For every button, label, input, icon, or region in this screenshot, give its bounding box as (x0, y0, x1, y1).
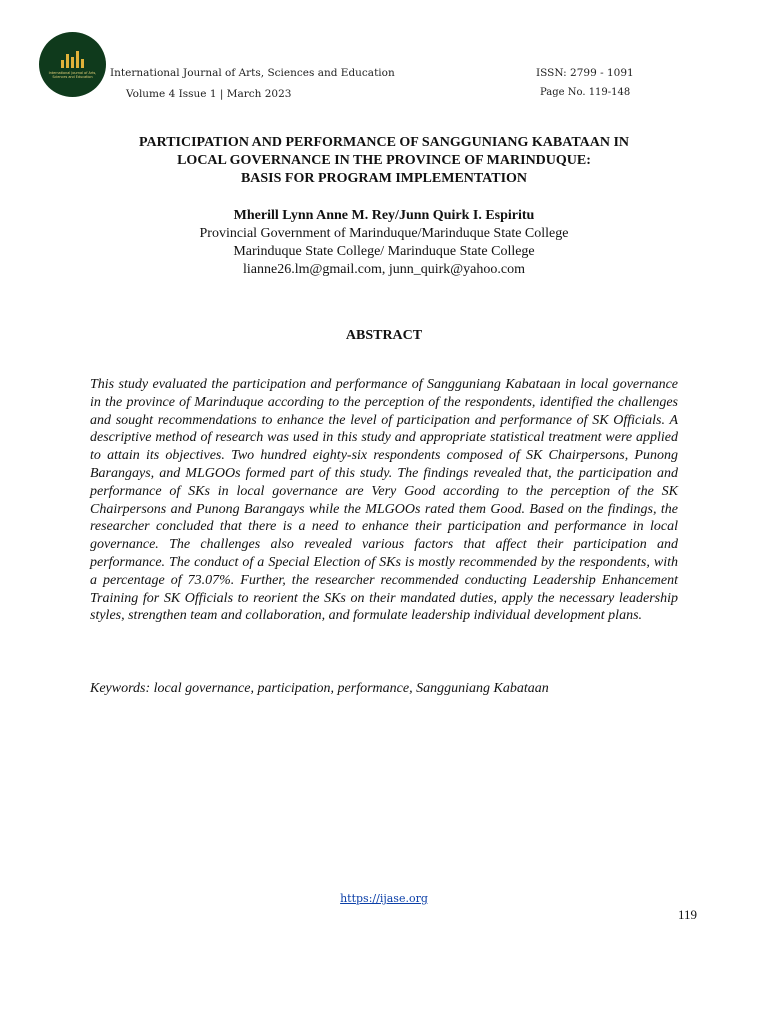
logo-text: International Journal of Arts, Sciences and Education (48, 71, 97, 79)
authors: Mherill Lynn Anne M. Rey/Junn Quirk I. Espiritu (233, 208, 535, 223)
title-line: LOCAL GOVERNANCE IN THE PROVINCE OF MARINDUQUE: (177, 153, 591, 168)
journal-name: International Journal of Arts, Sciences and Education (110, 67, 395, 79)
affiliation-line: Marinduque State College/ Marinduque State College (233, 244, 535, 259)
page-number: 119 (678, 907, 698, 922)
page-range: Page No. 119-148 (540, 87, 631, 98)
logo-emblem-icon (61, 50, 84, 68)
volume-issue: Volume 4 Issue 1 | March 2023 (126, 88, 292, 100)
abstract-text: This study evaluated the participation and performance of Sangguniang Kabataan in local governance in the province of Marinduque according to the perception of the respondents, identified the challenges and sought recommendations to enhance the level of participation and performance of SK Officials. A descriptive method of research was used in this study and appropriate statistical treatment were applied to attain its objectives. Two hundred eighty-six respondents composed of SK Chairpersons, Punong Barangays, and MLGOOs formed part of this study. The findings revealed that, the participation and performance of SKs in local governance are Very Good according to the perception of the SK Chairpersons and Punong Barangays while the MLGOOs rated them Good. Based on the findings, the researcher concluded that there is a need to enhance their participation and performance in local governance. The challenges also revealed various factors that affect their participation and performance. The conduct of a Special Election of SKs is mostly recommended by the respondents, with a percentage of 73.07%. Further, the researcher recommended conducting Leadership Enhancement Training for SK Officials to reorient the SKs on their mandated duties, apply the necessary leadership styles, strengthen team and collaboration, and formulate leadership individual development plans. (90, 377, 678, 624)
author-emails: lianne26.lm@gmail.com, junn_quirk@yahoo.com (242, 262, 526, 277)
journal-logo (39, 32, 106, 97)
keywords: Keywords: local governance, participation, performance, Sangguniang Kabataan (90, 681, 549, 696)
title-line: PARTICIPATION AND PERFORMANCE OF SANGGUNIANG KABATAAN IN (138, 135, 630, 150)
journal-website-link[interactable]: https://ijase.org (340, 892, 428, 905)
affiliation-line: Provincial Government of Marinduque/Marinduque State College (199, 226, 569, 241)
abstract-heading: ABSTRACT (345, 328, 423, 343)
paper-title (0, 134, 768, 188)
issn: ISSN: 2799 - 1091 (536, 67, 634, 79)
title-line: BASIS FOR PROGRAM IMPLEMENTATION (240, 171, 528, 186)
